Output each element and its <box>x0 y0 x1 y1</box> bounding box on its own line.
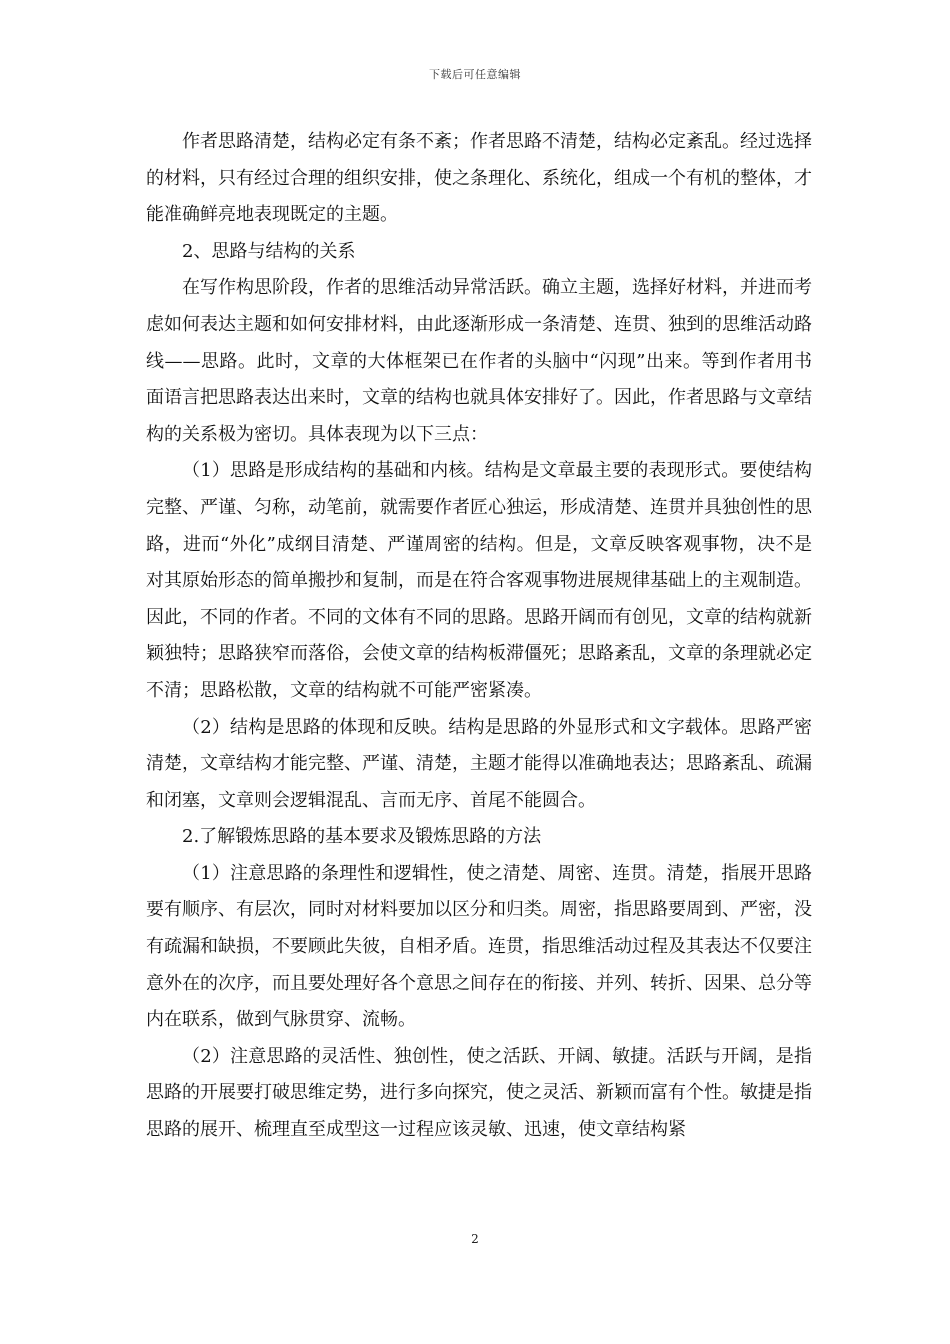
paragraph: （1）注意思路的条理性和逻辑性，使之清楚、周密、连贯。清楚，指展开思路要有顺序、有层次，同时对材料要加以区分和归类。周密，指思路要周到、严密，没有疏漏和缺损，不要顾此失彼，自相矛盾。连贯，指思维活动过程及其表达不仅要注意外在的次序，而且要处理好各个意思之间存在的衔接、并列、转折、因果、总分等内在联系，做到气脉贯穿、流畅。 <box>146 862 812 1031</box>
page-header: 下载后可任意编辑 <box>429 68 521 81</box>
page-number: 2 <box>471 1232 479 1246</box>
paragraph: （2）结构是思路的体现和反映。结构是思路的外显形式和文字载体。思路严密清楚，文章结构才能完整、严谨、清楚，主题才能得以准确地表达；思路紊乱、疏漏和闭塞，文章则会逻辑混乱、言而无序、首尾不能圆合。 <box>146 716 812 811</box>
document-body <box>146 124 812 1149</box>
paragraph: 在写作构思阶段，作者的思维活动异常活跃。确立主题，选择好材料，并进而考虑如何表达主题和如何安排材料，由此逐渐形成一条清楚、连贯、独到的思维活动路线——思路。此时，文章的大体框架已在作者的头脑中“闪现”出来。等到作者用书面语言把思路表达出来时，文章的结构也就具体安排好了。因此，作者思路与文章结构的关系极为密切。具体表现为以下三点： <box>146 277 812 445</box>
section-heading: 2、思路与结构的关系 <box>182 240 356 262</box>
paragraph: （1）思路是形成结构的基础和内核。结构是文章最主要的表现形式。要使结构完整、严谨、匀称，动笔前，就需要作者匠心独运，形成清楚、连贯并具独创性的思路，进而“外化”成纲目清楚、严谨周密的结构。但是，文章反映客观事物，决不是对其原始形态的简单搬抄和复制，而是在符合客观事物进展规律基础上的主观制造。因此，不同的作者。不同的文体有不同的思路。思路开阔而有创见，文章的结构就新颖独特；思路狭窄而落俗，会使文章的结构板滞僵死；思路紊乱，文章的条理就必定不清；思路松散，文章的结构就不可能严密紧凑。 <box>146 460 812 701</box>
section-heading: 2.了解锻炼思路的基本要求及锻炼思路的方法 <box>182 826 542 848</box>
paragraph: 作者思路清楚，结构必定有条不紊；作者思路不清楚，结构必定紊乱。经过选择的材料，只有经过合理的组织安排，使之条理化、系统化，组成一个有机的整体，才能准确鲜亮地表现既定的主题。 <box>146 131 812 226</box>
paragraph: （2）注意思路的灵活性、独创性，使之活跃、开阔、敏捷。活跃与开阔，是指思路的开展要打破思维定势，进行多向探究，使之灵活、新颖而富有个性。敏捷是指思路的展开、梳理直至成型这一过程应该灵敏、迅速，使文章结构紧 <box>146 1045 812 1141</box>
